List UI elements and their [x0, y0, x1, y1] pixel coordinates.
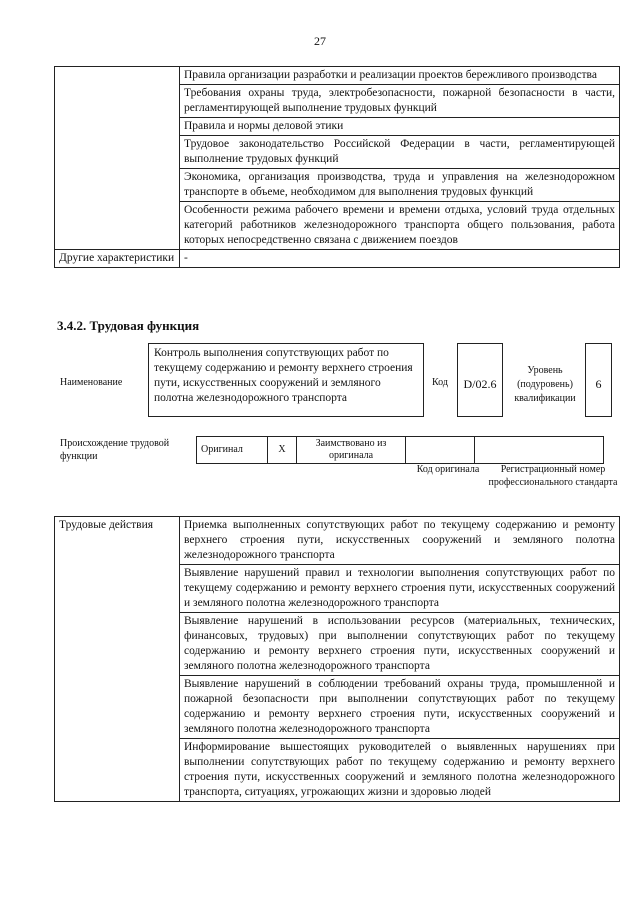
level-box: 6 — [585, 343, 612, 417]
origin-code-cell — [406, 437, 475, 464]
table-row — [55, 250, 620, 268]
origin-label: Происхождение трудовой функции — [60, 438, 170, 462]
knowledge-table — [54, 66, 620, 268]
table-cell: Выявление нарушений в использовании ресурсов (материальных, технических, финансовых, трудовых) при выполнении сопутствующих работ по текущему содержанию и ремонту верхнего строения пути, искусственных сооружений и земляного полотна железнодорожного транспорта — [180, 613, 620, 676]
page-number: 27 — [314, 34, 326, 48]
borrowed-label: Заимствовано из оригинала — [297, 437, 406, 464]
code-box: D/02.6 — [457, 343, 503, 417]
table-row — [55, 67, 620, 85]
table-cell: Выявление нарушений правил и технологии выполнения сопутствующих работ по текущему содержанию и ремонту верхнего строения пути, искусственных сооружений и земляного полотна железнодорожного транспорта — [180, 565, 620, 613]
name-label: Наименование — [60, 377, 123, 388]
other-characteristics-value: - — [180, 250, 620, 268]
registration-caption: Регистрационный номер профессионального стандарта — [488, 464, 618, 488]
row-label-empty — [55, 67, 180, 250]
table-cell: Экономика, организация производства, труда и управления на железнодорожном транспорте в объеме, необходимом для выполнения трудовых функций — [180, 169, 620, 202]
table-cell: Приемка выполненных сопутствующих работ по текущему содержанию и ремонту верхнего строения пути, искусственных сооружений и земляного полотна железнодорожного транспорта — [180, 517, 620, 565]
table-cell: Трудовое законодательство Российской Федерации в части, регламентирующей выполнение трудовых функций — [180, 136, 620, 169]
origin-table — [196, 436, 604, 464]
table-row — [55, 517, 620, 565]
other-characteristics-label: Другие характеристики — [55, 250, 180, 268]
table-cell: Правила и нормы деловой этики — [180, 118, 620, 136]
section-title: 3.4.2. Трудовая функция — [57, 318, 200, 333]
code-label: Код — [432, 377, 448, 388]
actions-label: Трудовые действия — [55, 517, 180, 802]
original-label: Оригинал — [197, 437, 268, 464]
table-cell: Правила организации разработки и реализации проектов бережливого производства — [180, 67, 620, 85]
table-row — [197, 437, 604, 464]
registration-number-cell — [475, 437, 604, 464]
original-mark: X — [268, 437, 297, 464]
function-name-box: Контроль выполнения сопутствующих работ по текущему содержанию и ремонту верхнего строения пути, искусственных сооружений и земляного полотна железнодорожного транспорта — [148, 343, 424, 417]
table-cell: Информирование вышестоящих руководителей о выявленных нарушениях при выполнении сопутствующих работ по текущему содержанию и ремонту верхнего строения пути, искусственных сооружений и земляного полотна железнодорожного транспорта, ситуациях, угрожающих жизни и здоровью людей — [180, 739, 620, 802]
table-cell: Требования охраны труда, электробезопасности, пожарной безопасности в части, регламентирующей выполнение трудовых функций — [180, 85, 620, 118]
table-cell: Особенности режима рабочего времени и времени отдыха, условий труда отдельных категорий работников железнодорожного транспорта общего пользования, работа которых непосредственно связана с движением поездов — [180, 202, 620, 250]
level-label: Уровень (подуровень) квалификации — [514, 365, 576, 404]
actions-table — [54, 516, 620, 802]
table-cell: Выявление нарушений в соблюдении требований охраны труда, промышленной и пожарной безопасности при выполнении сопутствующих работ по текущему содержанию и ремонту верхнего строения пути, искусственных сооружений и земляного полотна железнодорожного транспорта — [180, 676, 620, 739]
origin-code-caption: Код оригинала — [416, 464, 480, 475]
